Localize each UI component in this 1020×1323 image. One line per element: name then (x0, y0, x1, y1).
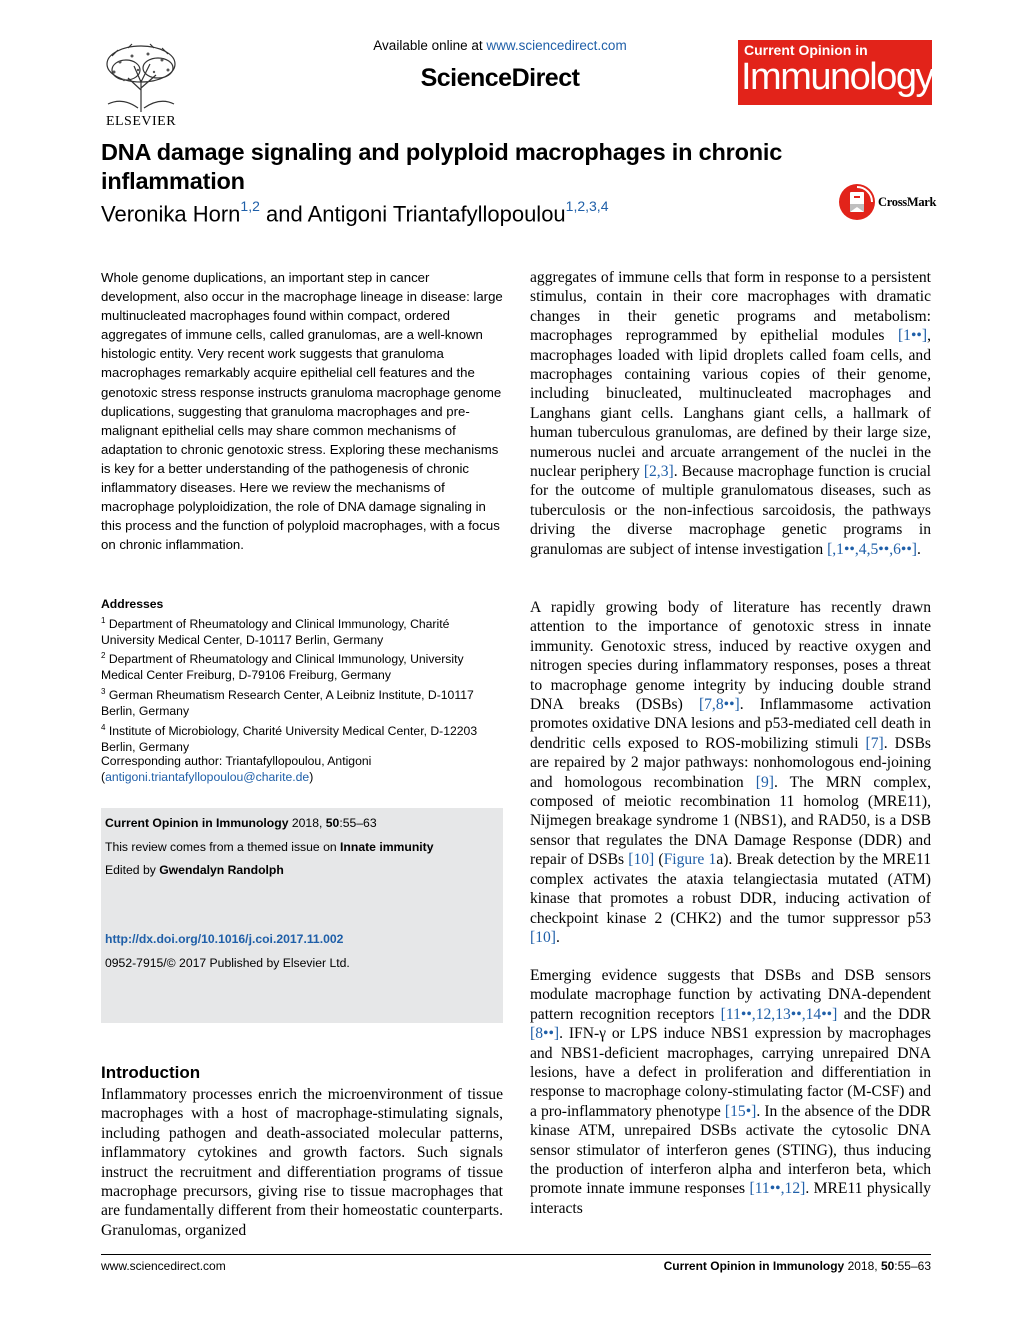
author-affiliation[interactable]: 1,2 (240, 198, 260, 214)
address-item (101, 684, 503, 720)
corresponding-prefix: Corresponding author: Triantafyllopoulou, Antigoni ( (101, 754, 372, 784)
addresses (101, 597, 503, 755)
citation-link[interactable]: [11••,12] (749, 1180, 806, 1198)
author-list (101, 194, 821, 228)
paragraph-text: ( (654, 851, 664, 869)
paragraph-text: . MRE11 physically interacts (530, 1180, 931, 1217)
paragraph-text: . Because macrophage function is crucial for the outcome of multiple granulomatous diseases, such as tuberculosis or the non-infectious sarcoidosis, the pathways driving the diverse macrophage genetic programs in granulomas are subject of intense investigation (530, 463, 931, 558)
footer-website[interactable]: www.sciencedirect.com (101, 1259, 226, 1273)
paragraph-text: A rapidly growing body of literature has recently drawn attention to the importance of genotoxic stress in innate immunity. Genotoxic stress, induced by reactive oxygen and nitrogen species during inflammatory responses, poses a threat to macrophage genome integrity by inducing double strand DNA breaks (DSBs) (530, 599, 931, 714)
journal-banner-line1: Current Opinion in (744, 42, 868, 58)
doi-link[interactable]: http://dx.doi.org/10.1016/j.coi.2017.11.002 (105, 932, 344, 946)
address-number: 3 (101, 687, 106, 697)
address-text: German Rheumatism Research Center, A Leibniz Institute, D-10117 Berlin, Germany (101, 688, 474, 718)
address-item (101, 648, 503, 684)
paragraph-text: . (555, 928, 560, 946)
figure-link[interactable]: Figure 1 (663, 851, 717, 869)
elsevier-wordmark: ELSEVIER (105, 114, 177, 129)
paragraph-text: . Inflammasome activation promotes oxidative DNA lesions and p53-mediated cell death in dendritic cells exposed to ROS-mobilizing stimuli (530, 696, 931, 752)
footer-journal: Current Opinion in Immunology (663, 1259, 845, 1273)
address-text: Institute of Microbiology, Charité University Medical Center, D-12203 Berlin, Germany (101, 723, 478, 754)
author-affiliation[interactable]: 1,2,3,4 (565, 198, 609, 214)
themed-issue-line (105, 840, 495, 854)
citation-link[interactable]: [7] (865, 734, 884, 752)
available-prefix: Available online at (373, 38, 487, 53)
journal-banner-line2: Immunology (741, 56, 933, 98)
citation-link[interactable]: [2,3] (643, 463, 674, 481)
copyright-line: 0952-7915/© 2017 Published by Elsevier Ltd. (105, 956, 350, 970)
address-number: 1 (101, 615, 106, 625)
address-number: 2 (101, 651, 106, 661)
info-pages: :55–63 (339, 816, 377, 830)
corresponding-suffix: ) (309, 770, 314, 784)
info-journal: Current Opinion in Immunology (105, 816, 289, 830)
citation-link[interactable]: [8••] (530, 1025, 560, 1043)
doi-line (105, 932, 495, 946)
footer-divider (101, 1254, 931, 1255)
footer-pages: :55–63 (894, 1259, 931, 1273)
corresponding-email-link[interactable]: antigoni.triantafyllopoulou@charite.de (105, 770, 310, 784)
paragraph-text: aggregates of immune cells that form in response to a persistent stimulus, contain in their core macrophages with dramatic changes in their genetic programs and metabolism: macrophages reprogrammed by epithelial modules (530, 269, 931, 345)
citation-line (105, 816, 495, 830)
address-item (101, 720, 503, 756)
sciencedirect-link[interactable]: www.sciencedirect.com (486, 38, 627, 53)
address-text: Department of Rheumatology and Clinical Immunology, Charité University Medical Center, D-10117 Berlin, Germany (101, 616, 450, 647)
body-paragraph (530, 268, 931, 559)
author-name: Antigoni Triantafyllopoulou (307, 201, 566, 227)
available-online (300, 38, 700, 53)
footer-year: 2018, (844, 1259, 881, 1273)
themed-issue: Innate immunity (340, 840, 434, 854)
paragraph-text: a). Break detection by the MRE11 complex activates the ataxia telangiectasia mutated (ATM) kinase that promotes a robust DDR, inducing activation of checkpoint kinase 2 (CHK2) and the tumor suppressor p53 (530, 851, 932, 927)
abstract: Whole genome duplications, an important step in cancer development, also occur in the macrophage lineage in disease: large multinucleated macrophages found within compact, ordered aggregates of immune cells, called granulomas, are a well-known histologic entity. Very recent work suggests that granuloma macrophages remarkably acquire epithelial cell features and the genotoxic stress response instructs granuloma macrophage genome duplications, suggesting that granuloma macrophages and pre-malignant epithelial cells may share common mechanisms of adaptation to chronic genotoxic stress. Exploring these mechanisms is key for a better understanding of the pathogenesis of chronic inflammatory diseases. Here we review the mechanisms of macrophage polyploidization, the role of DNA damage signaling in this process and the function of polyploid macrophages, with a focus on chronic inflammation. (101, 270, 503, 553)
addresses-heading: Addresses (101, 597, 164, 611)
info-year: 2018, (288, 816, 326, 830)
editor-line (105, 863, 495, 877)
citation-link[interactable]: [10] (628, 851, 655, 869)
introduction-heading: Introduction (101, 1063, 201, 1082)
paragraph-text: . DSBs are repaired by 2 major pathways: nonhomologous end-joining and homologous recombination (530, 734, 931, 791)
paragraph-text: . The MRN complex, composed of meiotic recombination 11 homolog (MRE11), Nijmegen breakage syndrome 1 (NBS1), and RAD50, is a DSB sensor that regulates the DNA Damage Response (DDR) and repair of DSBs (530, 773, 931, 869)
body-paragraph (530, 598, 931, 947)
citation-link[interactable]: [15•] (724, 1102, 757, 1120)
themed-prefix: This review comes from a themed issue on (105, 840, 341, 854)
elsevier-tree-icon (98, 42, 184, 114)
citation-link[interactable]: [11••,12,13••,14••] (720, 1005, 838, 1023)
paragraph-text: , macrophages loaded with lipid droplets called foam cells, and macrophages containing various copies of their genome, including binucleated, multinucleated macrophages and Langhans giant cells. Langhans giant cells, a hallmark of human tuberculous granulomas, are defined by their large size, numerous nuclei and arcuate arrangement of the nuclei in the nuclear periphery (530, 327, 931, 481)
address-text: Department of Rheumatology and Clinical Immunology, University Medical Center Freiburg, D-79106 Freiburg, Germany (101, 652, 464, 683)
corresponding-author (101, 753, 503, 785)
editor-name: Gwendalyn Randolph (159, 863, 284, 877)
paragraph-text: . In the absence of the DDR kinase ATM, unrepaired DSBs activate the cytosolic DNA sensor stimulator of interferon genes (STING), thus inducing the production of interferon alpha and interferon beta, which promote innate immune responses (530, 1102, 931, 1198)
body-paragraph (530, 966, 931, 1218)
edited-prefix: Edited by (105, 863, 160, 877)
article-title: DNA damage signaling and polyploid macrophages in chronic inflammation (101, 139, 783, 194)
address-item (101, 613, 503, 649)
paragraph-text: . (917, 540, 921, 558)
citation-link[interactable]: [7,8••] (698, 696, 740, 714)
citation-link[interactable]: [,1••,4,5••,6••] (827, 540, 918, 558)
crossmark-icon (838, 182, 876, 222)
footer-volume: 50 (880, 1259, 895, 1273)
crossmark-badge[interactable] (838, 182, 938, 222)
citation-link[interactable]: [9] (755, 773, 774, 791)
citation-link[interactable]: [10] (530, 928, 556, 946)
info-volume: 50 (325, 816, 340, 830)
paragraph-text: Emerging evidence suggests that DSBs and DSB sensors modulate macrophage function by activating DNA-dependent pattern recognition receptors (530, 967, 931, 1023)
citation-link[interactable]: [1••] (897, 327, 928, 345)
journal-banner (738, 40, 932, 105)
address-number: 4 (101, 722, 106, 732)
author-name: Veronika Horn (101, 201, 241, 227)
footer-citation (600, 1259, 931, 1273)
paragraph-text: . IFN-γ or LPS induce NBS1 expression by macrophages and NBS1-deficient macrophages, carrying unrepaired DNA lesions, have a defect in proliferation and differentiation in response to macrophage colony-stimulating factor (M-CSF) and a pro-inflammatory phenotype (530, 1025, 931, 1120)
introduction-body: Inflammatory processes enrich the microenvironment of tissue macrophages with a host of macrophage-stimulating signals, including pathogen and death-associated molecular patterns, inflammatory cytokines and growth factors. Such signals instruct the recruitment and differentiation programs of tissue macrophage precursors, giving rise to tissue macrophages that are fundamentally different from their homeostatic counterparts. Granulomas, organized (101, 1086, 503, 1239)
paragraph-text: and the DDR (837, 1005, 932, 1023)
author-separator: and (259, 201, 308, 227)
elsevier-logo (98, 42, 184, 132)
crossmark-label: CrossMark (878, 195, 937, 209)
sciencedirect-brand: ScienceDirect (420, 64, 580, 92)
article-info-box (101, 808, 503, 1023)
